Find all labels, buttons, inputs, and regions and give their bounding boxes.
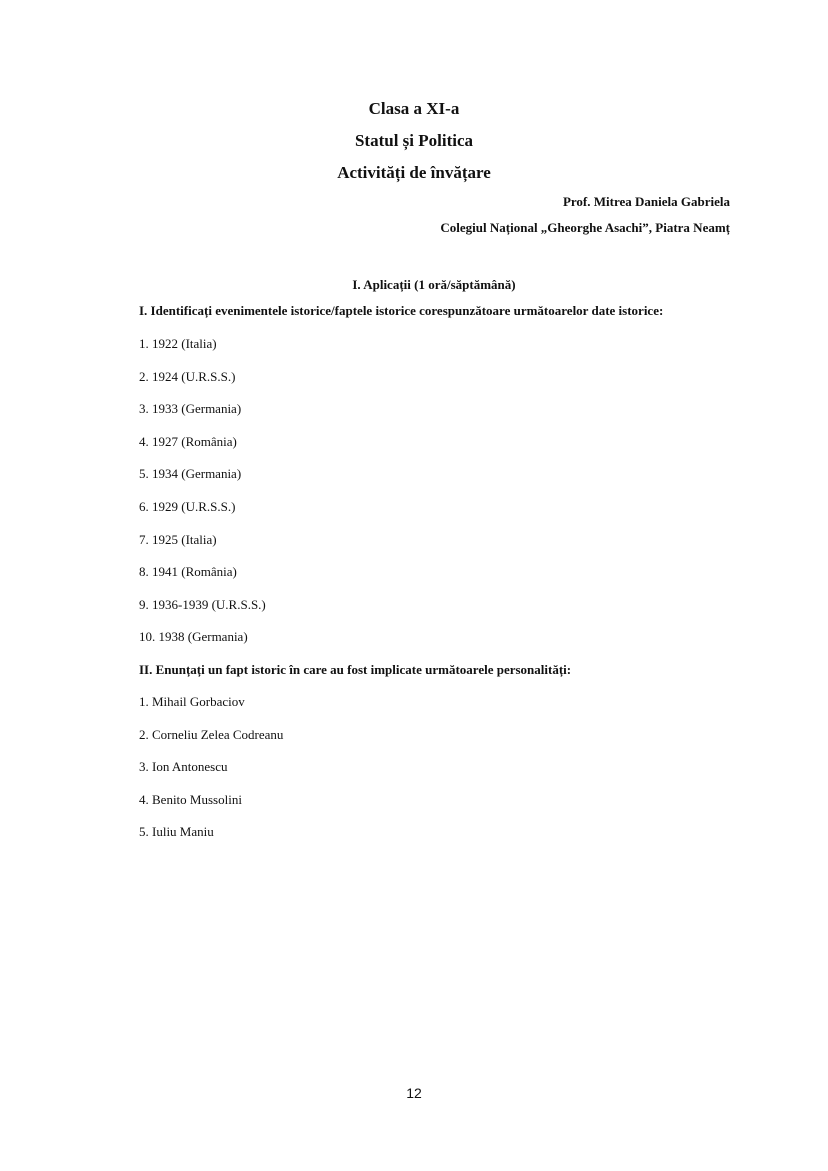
class-title: Clasa a XI-a [368, 99, 460, 118]
list-item: 2. 1924 (U.R.S.S.) [139, 368, 236, 384]
author-school: Colegiul Național „Gheorghe Asachi”, Piatra Neamț [440, 220, 730, 235]
section-heading: I. Aplicații (1 oră/săptămână) [352, 277, 516, 292]
list-item: 7. 1925 (Italia) [139, 531, 217, 547]
list-item: 5. Iuliu Maniu [139, 824, 214, 840]
list-item: 5. 1934 (Germania) [139, 466, 242, 482]
exercise-2-list [139, 694, 283, 857]
list-item: 2. Corneliu Zelea Codreanu [139, 726, 284, 742]
exercise-1-prompt: I. Identificați evenimentele istorice/faptele istorice corespunzătoare următoarelor date istorice: [139, 303, 664, 318]
list-item: 3. Ion Antonescu [139, 759, 228, 775]
author-name: Prof. Mitrea Daniela Gabriela [562, 194, 730, 209]
page-number: 12 [406, 1085, 422, 1101]
exercise-2-prompt: II. Enunțați un fapt istoric în care au fost implicate următoarele personalități: [139, 662, 572, 677]
list-item: 4. 1927 (România) [139, 433, 237, 449]
list-item: 4. Benito Mussolini [139, 791, 242, 807]
list-item: 6. 1929 (U.R.S.S.) [139, 498, 236, 514]
list-item: 10. 1938 (Germania) [139, 629, 248, 645]
activity-title: Activități de învățare [337, 163, 491, 182]
exercise-1-list [139, 336, 266, 662]
list-item: 3. 1933 (Germania) [139, 401, 242, 417]
list-item: 8. 1941 (România) [139, 564, 237, 580]
subject-title: Statul și Politica [354, 131, 474, 150]
list-item: 1. 1922 (Italia) [139, 336, 217, 351]
list-item: 1. Mihail Gorbaciov [139, 694, 245, 709]
list-item: 9. 1936-1939 (U.R.S.S.) [139, 596, 266, 612]
